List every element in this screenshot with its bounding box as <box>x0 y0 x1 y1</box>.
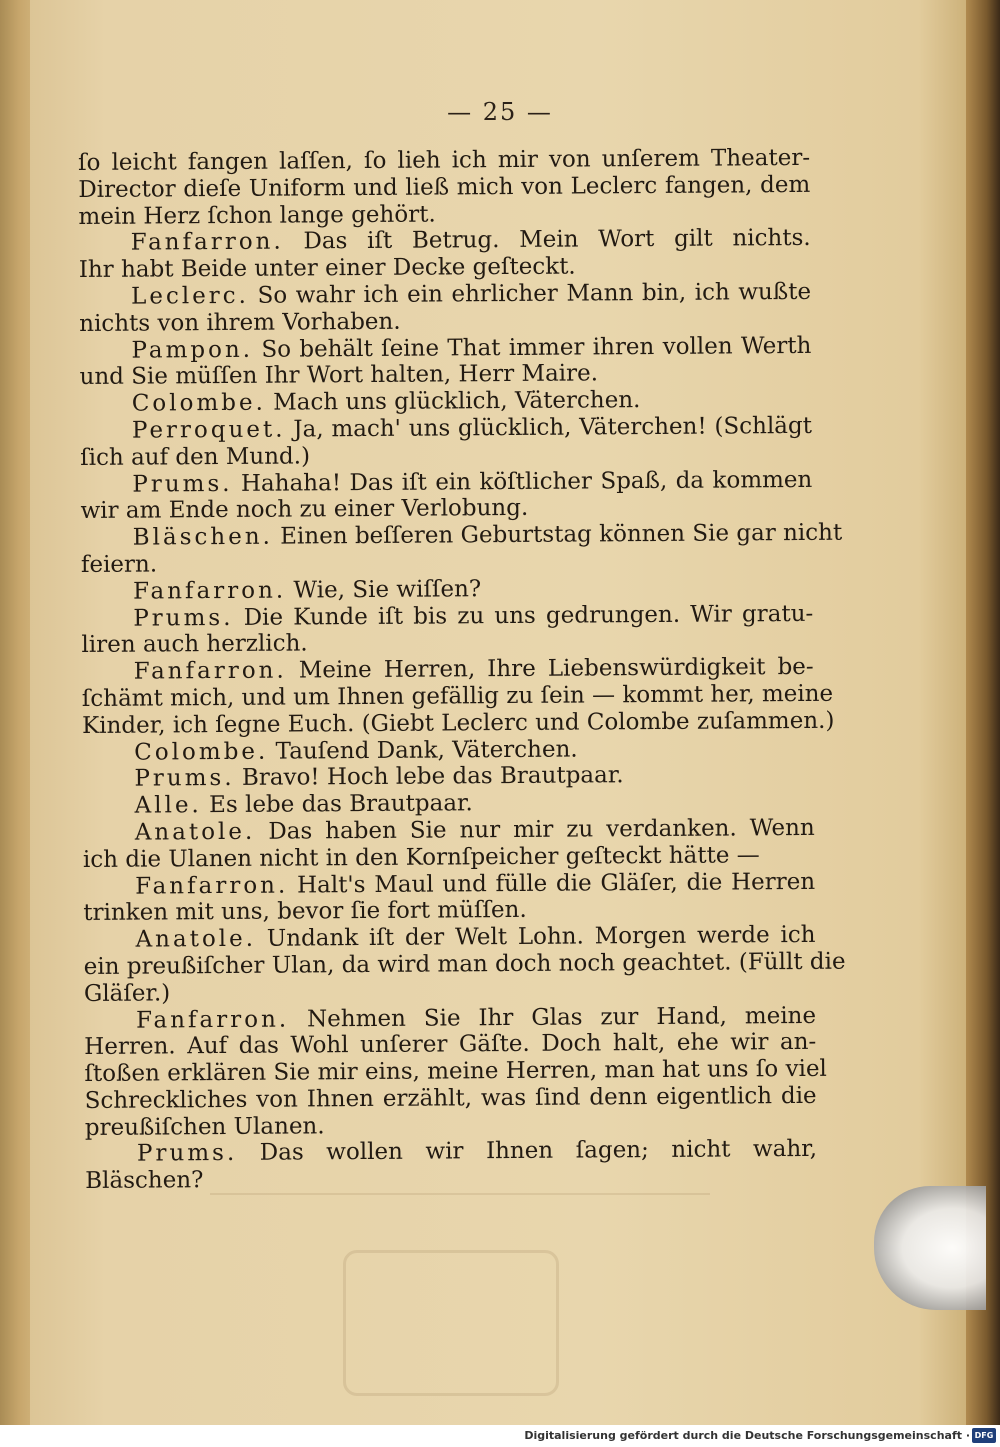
speaker-name: Fanfarron. <box>135 1006 290 1034</box>
line-text: Bravo! Hoch lebe das Brautpaar. <box>234 762 624 792</box>
text-line <box>83 868 815 900</box>
line-text: feiern. <box>80 551 158 578</box>
text-line <box>83 948 846 981</box>
line-text: Tauſend Dank, Väterchen. <box>268 736 578 765</box>
speaker-name: Pampon. <box>131 336 254 364</box>
speaker-name: Fanfarron. <box>133 657 287 685</box>
line-text: ſtoßen erklären Sie mir eins, meine Herren, man hat uns ſo viel <box>84 1055 827 1088</box>
speaker-name: Alle. <box>134 792 202 819</box>
line-text: Einen beſſeren Geburtstag können Sie gar nicht <box>272 519 843 550</box>
dfg-logo: DFG <box>972 1428 996 1443</box>
line-text: ſchämt mich, und um Ihnen gefällig zu ſein — kommt her, meine <box>81 680 834 712</box>
line-text: Das iſt Betrug. Mein Wort gilt nichts. <box>283 225 811 255</box>
page-number: — 25 — <box>447 98 553 126</box>
line-text: Meine Herren, Ihre Liebenswürdigkeit be- <box>286 654 814 684</box>
speaker-name: Colombe. <box>134 738 269 766</box>
speaker-name: Perroquet. <box>131 416 286 444</box>
line-text: preußiſchen Ulanen. <box>84 1112 325 1141</box>
speaker-name: Fanfarron. <box>132 577 287 605</box>
line-text: ich die Ulanen nicht in den Kornſpeicher geſteckt hätte — <box>82 841 760 873</box>
line-text: Nehmen Sie Ihr Glas zur Hand, meine <box>289 1002 817 1033</box>
text-line <box>85 1083 817 1115</box>
text-line <box>80 466 812 498</box>
funding-notice: Digitalisierung gefördert durch die Deutsche Forschungsgemeinschaft · <box>524 1429 970 1442</box>
text-line <box>85 1136 817 1168</box>
line-text: Bläschen? <box>85 1167 204 1195</box>
speaker-name: Fanfarron. <box>135 872 289 900</box>
text-line <box>79 279 811 311</box>
speaker-name: Colombe. <box>131 389 266 417</box>
library-stamp-bleed-through <box>343 1250 559 1396</box>
line-text: Gläſer.) <box>83 980 171 1007</box>
line-text: Es lebe das Brautpaar. <box>201 790 473 819</box>
line-text: Schreckliches von Ihnen erzählt, was ſind denn eigentlich die <box>84 1082 817 1114</box>
line-text: wir am Ende noch zu einer Verlobung. <box>80 495 529 525</box>
line-text: Das wollen wir Ihnen ſagen; nicht wahr, <box>237 1136 818 1167</box>
line-text: liren auch herzlich. <box>81 630 308 659</box>
speaker-name: Bläschen. <box>132 523 273 551</box>
line-text: ſich auf den Mund.) <box>80 443 311 471</box>
thumb-glare <box>874 1186 986 1310</box>
speaker-name: Prums. <box>132 470 233 498</box>
line-text: nichts von ihrem Vorhaben. <box>79 308 401 337</box>
text-line <box>81 600 813 632</box>
line-text: Undank iſt der Welt Lohn. Morgen werde ich <box>255 921 816 952</box>
line-text: Wie, Sie wiſſen? <box>286 575 482 604</box>
text-line <box>79 332 811 364</box>
line-text: Das haben Sie nur mir zu verdanken. Wenn <box>255 814 815 845</box>
line-text: Halt's Maul und fülle die Gläſer, die Herren <box>288 868 816 899</box>
line-text: Ja, mach' uns glücklich, Väterchen! (Schlägt <box>285 412 813 443</box>
speaker-name: Anatole. <box>135 925 257 953</box>
text-line <box>81 519 843 552</box>
speaker-name: Leclerc. <box>130 282 250 310</box>
line-text: So wahr ich ein ehrlicher Mann bin, ich wußte <box>248 278 812 309</box>
text-line <box>85 1163 817 1195</box>
text-line <box>78 172 810 204</box>
speaker-name: Fanfarron. <box>130 228 284 257</box>
line-text: Hahaha! Das iſt ein köſtlicher Spaß, da kommen <box>232 466 813 497</box>
text-line <box>80 413 812 445</box>
speaker-name: Prums. <box>134 765 235 792</box>
speaker-name: Prums. <box>133 604 234 632</box>
text-line <box>81 707 835 740</box>
text-line <box>79 225 811 257</box>
line-text: trinken mit uns, bevor ſie fort müſſen. <box>83 897 527 927</box>
line-text: So behält ſeine That immer ihren vollen Werth <box>252 332 812 363</box>
line-text: Kinder, ich ſegne Euch. (Giebt Leclerc und Colombe zuſammen.) <box>81 707 835 739</box>
line-text: Herren. Auf das Wohl unſerer Gäſte. Doch halt, ehe wir an- <box>84 1029 817 1061</box>
play-text <box>78 144 846 1195</box>
line-text: ſo leicht fangen laſſen, ſo lieh ich mir von unſerem Theater- <box>78 144 811 176</box>
line-text: Mach uns glücklich, Väterchen. <box>265 387 641 416</box>
line-text: mein Herz ſchon lange gehört. <box>78 201 436 230</box>
line-text: Ihr habt Beide unter einer Decke geſteckt. <box>78 253 576 284</box>
speaker-name: Prums. <box>136 1140 238 1168</box>
line-text: ein preußiſcher Ulan, da wird man doch noch geachtet. (Füllt die <box>83 948 846 980</box>
line-text: Director dieſe Uniform und ließ mich von Leclerc fangen, dem <box>78 171 811 203</box>
line-text: und Sie müſſen Ihr Wort halten, Herr Maire. <box>79 360 599 391</box>
speaker-name: Anatole. <box>134 818 256 846</box>
line-text: Die Kunde iſt bis zu uns gedrungen. Wir gratu- <box>233 600 814 631</box>
